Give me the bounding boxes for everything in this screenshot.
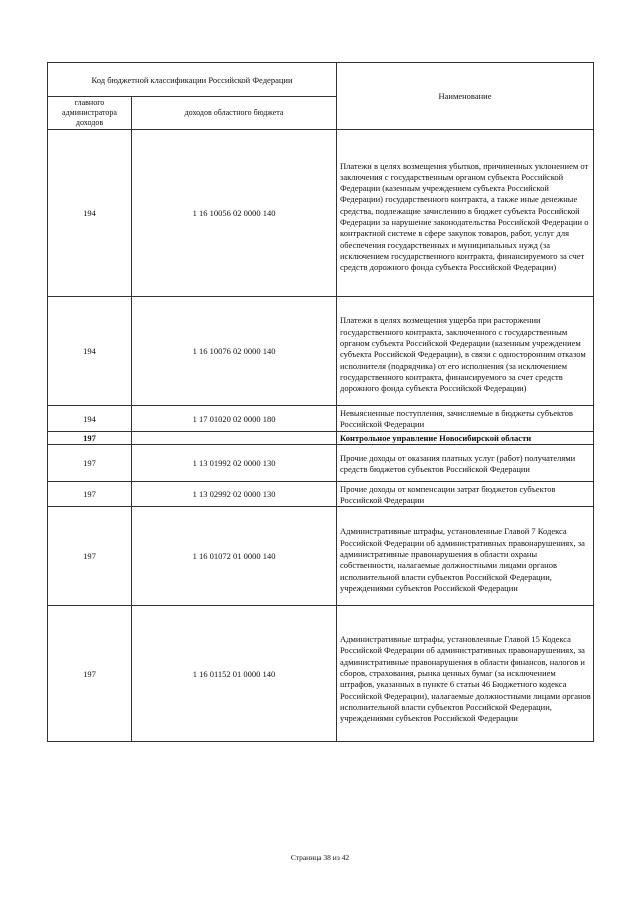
name-cell: Невыясненные поступления, зачисляемые в бюджеты субъектов Российской Федерации [337,406,594,432]
name-cell: Прочие доходы от оказания платных услуг (работ) получателями средств бюджетов субъектов Российской Федерации [337,445,594,482]
table-row [48,130,594,297]
admin-code-cell: 197 [48,606,132,742]
name-cell: Административные штрафы, установленные Главой 15 Кодекса Российской Федерации об административных правонарушениях, за административные правонарушения в области финансов, налогов и сборов, страхования, рынка ценных бумаг (за исключением штрафов, указанных в пункте 6 статьи 46 Бюджетного кодекса Российской Федерации), налагаемые должностными лицами органов исполнительной власти субъектов Российской Федерации, учреждениями субъектов Российской Федерации [337,606,594,742]
page-number: Страница 38 из 42 [290,853,350,862]
table-row [48,445,594,482]
header-name: Наименование [337,63,594,130]
income-code-cell: 1 16 01152 01 0000 140 [132,606,337,742]
income-code-cell: 1 16 01072 01 0000 140 [132,507,337,606]
table-row [48,606,594,742]
name-cell: Прочие доходы от компенсации затрат бюджетов субъектов Российской Федерации [337,482,594,507]
name-cell: Платежи в целях возмещения убытков, причиненных уклонением от заключения с государственным органом субъекта Российской Федерации (казенным учреждением субъекта Российской Федерации) государственного контракта, а также иные денежные средства, подлежащие зачислению в бюджет субъекта Российской Федерации за нарушение законодательства Российской Федерации о контрактной системе в сфере закупок товаров, работ, услуг для обеспечения государственных и муниципальных нужд (за исключением государственного контракта, финансируемого за счет средств дорожного фонда субъекта Российской Федерации) [337,130,594,297]
income-code-cell: 1 13 02992 02 0000 130 [132,482,337,507]
table-row [48,482,594,507]
name-cell: Платежи в целях возмещения ущерба при расторжении государственного контракта, заключенного с государственным органом субъекта Российской Федерации (казенным учреждением субъекта Российской Федерации), в связи с односторонним отказом исполнителя (подрядчика) от его исполнения (за исключением государственного контракта, финансируемого за счет средств дорожного фонда субъекта Российской Федерации) [337,297,594,406]
income-code-cell: 1 13 01992 02 0000 130 [132,445,337,482]
name-cell: Административные штрафы, установленные Главой 7 Кодекса Российской Федерации об административных правонарушениях, за административные правонарушения в области охраны собственности, налагаемые должностными лицами органов исполнительной власти субъектов Российской Федерации, учреждениями субъектов Российской Федерации [337,507,594,606]
table-row [48,297,594,406]
table-row [48,507,594,606]
income-code-cell: 1 16 10076 02 0000 140 [132,297,337,406]
header-budget-code: Код бюджетной классификации Российской Федерации [48,63,337,97]
admin-code-cell: 194 [48,406,132,432]
table-row [48,432,594,445]
admin-code-cell: 197 [48,432,132,445]
section-title-cell: Контрольное управление Новосибирской области [337,432,594,445]
admin-code-cell: 194 [48,130,132,297]
admin-code-cell: 197 [48,445,132,482]
header-admin: главного администратора доходов [48,97,132,130]
table-row [48,406,594,432]
admin-code-cell: 197 [48,507,132,606]
income-code-cell: 1 17 01020 02 0000 180 [132,406,337,432]
budget-classification-table [47,62,594,742]
admin-code-cell: 194 [48,297,132,406]
income-code-cell: 1 16 10056 02 0000 140 [132,130,337,297]
income-code-cell [132,432,337,445]
admin-code-cell: 197 [48,482,132,507]
header-income: доходов областного бюджета [132,97,337,130]
